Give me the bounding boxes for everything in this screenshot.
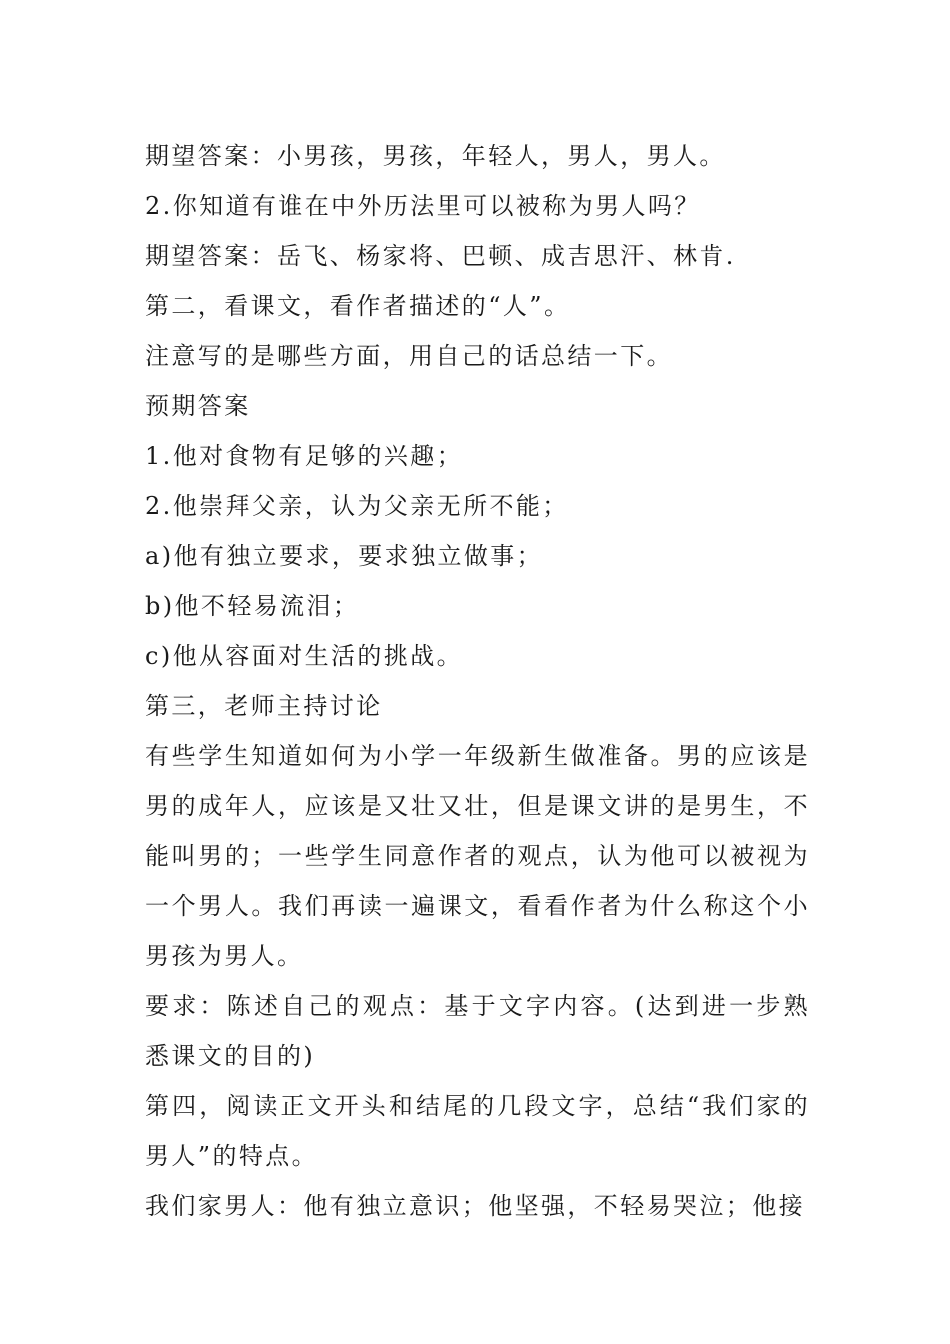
text-line: b)他不轻易流泪； (145, 592, 360, 620)
text-line: 预期答案 (145, 392, 251, 420)
text-line: 2.你知道有谁在中外历法里可以被称为男人吗？ (145, 192, 701, 220)
text-line: 第三，老师主持讨论 (145, 692, 383, 720)
text-line: 期望答案：小男孩，男孩，年轻人，男人，男人。 (145, 142, 726, 170)
text-line: 1.他对食物有足够的兴趣； (145, 442, 464, 470)
text-line: c)他从容面对生活的挑战。 (145, 642, 464, 670)
text-line: 2.他崇拜父亲，认为父亲无所不能； (145, 492, 569, 520)
text-line: 注意写的是哪些方面，用自己的话总结一下。 (145, 342, 673, 370)
paragraph-summary: 我们家男人：他有独立意识；他坚强，不轻易哭泣；他接 (145, 1192, 805, 1220)
paragraph-discussion: 有些学生知道如何为小学一年级新生做准备。男的应该是男的成年人，应该是又壮又壮，但是课文讲的是男生，不能叫男的；一些学生同意作者的观点，认为他可以被视为一个男人。我们再读一遍课文，看看作者为什么称这个小男孩为男人。 (145, 742, 810, 970)
text-line: 第二，看课文，看作者描述的“人”。 (145, 292, 571, 320)
text-line: 期望答案：岳飞、杨家将、巴顿、成吉思汗、林肯. (145, 242, 736, 270)
document-body (145, 131, 810, 1231)
paragraph-step-four: 第四，阅读正文开头和结尾的几段文字，总结“我们家的男人”的特点。 (145, 1092, 810, 1170)
paragraph-requirement: 要求：陈述自己的观点：基于文字内容。(达到进一步熟悉课文的目的) (145, 992, 810, 1070)
text-line: a)他有独立要求，要求独立做事； (145, 542, 544, 570)
